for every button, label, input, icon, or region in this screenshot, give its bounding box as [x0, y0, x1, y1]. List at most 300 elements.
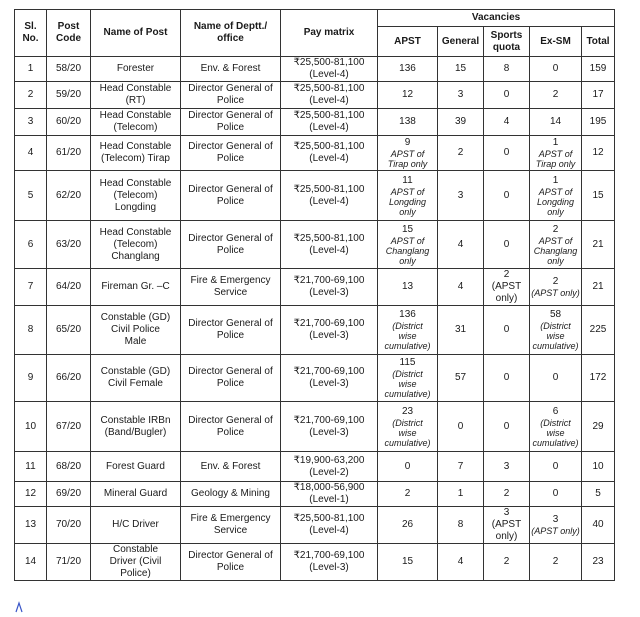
post-name-cell: [91, 402, 181, 452]
ex-sm-note: Tirap only: [535, 159, 576, 169]
sl-no: 11: [25, 460, 36, 472]
pay-matrix-cell: [281, 402, 378, 452]
apst-note: wise: [398, 427, 417, 438]
total-value: 40: [592, 519, 604, 530]
pay-matrix-cell: [281, 355, 378, 402]
apst-value: 136: [399, 63, 416, 74]
department-cell: [181, 507, 281, 544]
general-cell: [438, 109, 484, 136]
department-line: Police: [216, 153, 245, 164]
general-value: 57: [454, 372, 467, 383]
pay-matrix-line: ₹25,500-81,100: [293, 513, 365, 524]
post-name-line: Driver (Civil: [109, 556, 162, 567]
sports-quota-cell: [484, 109, 530, 136]
post-name-line: Forest Guard: [106, 460, 165, 472]
pay-matrix-line: ₹25,500-81,100: [293, 183, 365, 195]
sl-cell: [15, 221, 47, 269]
post-name-line: (Telecom) Tirap: [101, 153, 170, 164]
post-name-line: Civil Female: [107, 378, 163, 389]
sl-no: 13: [24, 519, 37, 530]
post-code: 58/20: [55, 63, 82, 74]
department-cell: [181, 221, 281, 269]
ex-sm-note: Longding: [536, 196, 575, 207]
post-name-line: Head Constable: [99, 83, 172, 94]
general-cell: [438, 452, 484, 482]
ex-sm-note: cumulative): [532, 437, 579, 448]
vacancy-table-body: [15, 57, 615, 581]
post-name-line: Changlang: [111, 250, 160, 262]
pay-matrix-line: ₹21,700-69,100: [293, 275, 365, 286]
post-name-cell: [91, 109, 181, 136]
sports-quota-value: 2: [503, 488, 510, 499]
sl-no: 12: [24, 488, 37, 499]
ex-sm-note: (District wise: [540, 417, 571, 438]
general-cell: [438, 57, 484, 82]
pay-matrix-cell: [281, 452, 378, 482]
pay-matrix-line: (Level-4): [309, 122, 349, 133]
post-name-cell: [91, 57, 181, 82]
post-name-line: (RT): [125, 95, 146, 106]
general-value: 3: [457, 89, 464, 100]
post-code: 59/20: [55, 89, 82, 100]
total-value: 29: [592, 420, 604, 432]
apst-cell: [378, 306, 438, 355]
table-row: [15, 544, 615, 581]
sl-cell: [15, 544, 47, 581]
pay-matrix-line: ₹21,700-69,100: [293, 550, 365, 561]
post-code-cell: [47, 171, 91, 221]
sl-no: 7: [27, 281, 34, 292]
table-row: [15, 109, 615, 136]
sl-cell: [15, 482, 47, 507]
ex-sm-note: (District wise: [540, 321, 571, 341]
pay-matrix-line: (Level-4): [309, 244, 349, 256]
general-cell: [438, 355, 484, 402]
department-cell: [181, 57, 281, 82]
post-name-line: Head Constable: [99, 141, 172, 152]
apst-value: 11: [402, 174, 413, 186]
apst-value: 12: [401, 89, 414, 100]
general-value: 1: [457, 488, 464, 499]
general-cell: [438, 82, 484, 109]
apst-value: 15: [401, 556, 414, 567]
department-line: Police: [216, 195, 245, 207]
general-value: 7: [457, 460, 464, 472]
department-line: Director General of: [188, 318, 273, 329]
ex-sm-cell: [530, 544, 582, 581]
post-name-line: Fireman Gr. –C: [101, 281, 170, 292]
sports-quota-note: (APST: [491, 519, 522, 530]
department-line: Police: [216, 426, 245, 438]
department-cell: [181, 82, 281, 109]
pay-matrix-line: ₹21,700-69,100: [293, 318, 365, 329]
sports-quota-cell: [484, 82, 530, 109]
total-value: 15: [592, 189, 604, 201]
table-row: [15, 221, 615, 269]
ex-sm-cell: [530, 306, 582, 355]
apst-cell: [378, 482, 438, 507]
ex-sm-value: 0: [552, 372, 559, 383]
apst-note: wise: [398, 331, 417, 341]
post-name-line: Longding: [114, 201, 157, 213]
general-cell: [438, 221, 484, 269]
vacancy-table: [14, 9, 615, 581]
table-row: [15, 402, 615, 452]
table-row: [15, 171, 615, 221]
sports-quota-value: 3: [503, 460, 510, 472]
department-line: Env. & Forest: [200, 63, 261, 74]
sports-quota-value: 0: [503, 372, 510, 383]
department-line: Police: [216, 244, 245, 256]
ex-sm-cell: [530, 507, 582, 544]
general-cell: [438, 544, 484, 581]
pay-matrix-line: (Level-3): [309, 562, 349, 573]
apst-value: 138: [399, 116, 416, 127]
ex-sm-value: 14: [549, 116, 562, 127]
total-cell: [582, 452, 615, 482]
department-cell: [181, 136, 281, 171]
pay-matrix-line: ₹18,000-56,900: [293, 482, 365, 493]
sl-cell: [15, 82, 47, 109]
post-name-cell: [91, 355, 181, 402]
total-cell: [582, 306, 615, 355]
pay-matrix-cell: [281, 221, 378, 269]
department-line: Police: [216, 95, 245, 106]
pay-matrix-cell: [281, 269, 378, 306]
sl-cell: [15, 136, 47, 171]
ex-sm-note: APST of: [538, 235, 573, 246]
ex-sm-note: APST of: [538, 186, 573, 197]
pay-matrix-line: (Level-1): [309, 494, 349, 505]
table-row: [15, 306, 615, 355]
pay-matrix-cell: [281, 57, 378, 82]
department-line: Env. & Forest: [200, 460, 261, 472]
ex-sm-cell: [530, 82, 582, 109]
table-row: [15, 355, 615, 402]
department-line: Director General of: [188, 110, 273, 121]
pay-matrix-line: (Level-3): [309, 426, 349, 438]
post-code-cell: [47, 109, 91, 136]
post-code: 63/20: [55, 238, 82, 250]
general-value: 39: [454, 116, 467, 127]
ex-sm-note: only: [547, 255, 564, 266]
total-value: 195: [589, 116, 607, 127]
post-code: 62/20: [55, 189, 82, 201]
pay-matrix-cell: [281, 82, 378, 109]
post-code-cell: [47, 82, 91, 109]
pay-matrix-cell: [281, 507, 378, 544]
pay-matrix-line: (Level-4): [309, 153, 349, 164]
ex-sm-cell: [530, 355, 582, 402]
sports-quota-value: 0: [503, 147, 510, 158]
sports-quota-value: 4: [503, 116, 510, 127]
post-name-cell: [91, 171, 181, 221]
total-value: 21: [592, 281, 604, 292]
apst-cell: [378, 57, 438, 82]
total-cell: [582, 109, 615, 136]
table-row: [15, 452, 615, 482]
ex-sm-value: 2: [552, 556, 559, 567]
header-pay-matrix: Pay matrix: [281, 10, 378, 57]
department-cell: [181, 355, 281, 402]
department-cell: [181, 306, 281, 355]
ex-sm-cell: [530, 171, 582, 221]
sports-quota-cell: [484, 482, 530, 507]
sl-no: 2: [27, 89, 34, 100]
department-line: Service: [213, 525, 248, 536]
post-name-line: Mineral Guard: [103, 488, 168, 499]
department-line: Director General of: [188, 141, 273, 152]
post-name-line: Forester: [116, 63, 155, 74]
ex-sm-value: 0: [552, 63, 559, 74]
apst-note: cumulative): [384, 437, 431, 448]
department-cell: [181, 452, 281, 482]
ex-sm-value: 2: [552, 89, 559, 100]
apst-note: APST of: [390, 235, 425, 246]
sl-cell: [15, 269, 47, 306]
total-value: 159: [589, 63, 607, 74]
apst-cell: [378, 452, 438, 482]
post-code: 65/20: [55, 324, 82, 335]
total-value: 23: [592, 556, 604, 567]
apst-note: Longding: [388, 196, 427, 207]
apst-note: Tirap only: [387, 159, 428, 169]
post-name-line: (Band/Bugler): [104, 426, 167, 438]
apst-cell: [378, 171, 438, 221]
ex-sm-note: (APST only): [531, 526, 580, 536]
header-ex-sm: Ex-SM: [530, 27, 582, 57]
sports-quota-value: 3: [503, 507, 510, 518]
department-line: Director General of: [188, 83, 273, 94]
general-value: 4: [457, 238, 464, 250]
sports-quota-value: 2: [503, 269, 510, 280]
post-name-cell: [91, 136, 181, 171]
post-code: 71/20: [55, 556, 82, 567]
department-line: Fire & Emergency: [190, 275, 271, 286]
apst-cell: [378, 136, 438, 171]
apst-note: cumulative): [384, 389, 431, 399]
sl-no: 10: [24, 420, 37, 432]
department-cell: [181, 544, 281, 581]
ex-sm-value: 1: [552, 137, 559, 148]
apst-cell: [378, 544, 438, 581]
post-code-cell: [47, 136, 91, 171]
sl-cell: [15, 452, 47, 482]
ex-sm-value: 3: [552, 514, 559, 525]
post-code-cell: [47, 355, 91, 402]
post-code-cell: [47, 306, 91, 355]
sl-cell: [15, 402, 47, 452]
total-cell: [582, 507, 615, 544]
ex-sm-cell: [530, 269, 582, 306]
sl-cell: [15, 507, 47, 544]
pay-matrix-line: (Level-3): [309, 378, 349, 389]
sports-quota-value: 0: [503, 189, 510, 201]
post-code: 60/20: [55, 116, 82, 127]
header-post-code: Post Code: [47, 10, 91, 57]
post-code: 69/20: [55, 488, 82, 499]
total-cell: [582, 57, 615, 82]
pay-matrix-line: ₹19,900-63,200: [293, 454, 365, 466]
pay-matrix-line: (Level-4): [309, 525, 349, 536]
post-name-line: Head Constable: [99, 226, 172, 238]
sports-quota-value: 8: [503, 63, 510, 74]
table-row: [15, 269, 615, 306]
apst-note: only: [399, 255, 416, 266]
sl-no: 6: [27, 238, 34, 250]
department-cell: [181, 482, 281, 507]
post-code-cell: [47, 544, 91, 581]
table-row: [15, 82, 615, 109]
sl-no: 3: [27, 116, 34, 127]
post-code-cell: [47, 221, 91, 269]
post-name-line: (Telecom): [113, 189, 158, 201]
pay-matrix-cell: [281, 482, 378, 507]
post-name-line: (Telecom): [113, 238, 158, 250]
sports-quota-cell: [484, 355, 530, 402]
post-name-cell: [91, 452, 181, 482]
department-line: Director General of: [188, 550, 273, 561]
department-line: Police: [216, 122, 245, 133]
sl-cell: [15, 57, 47, 82]
total-cell: [582, 136, 615, 171]
pay-matrix-line: (Level-4): [309, 69, 349, 80]
general-value: 4: [457, 556, 464, 567]
apst-note: (District: [392, 417, 423, 428]
header-name-of-post: Name of Post: [91, 10, 181, 57]
total-cell: [582, 402, 615, 452]
apst-value: 136: [399, 309, 416, 320]
general-cell: [438, 306, 484, 355]
department-line: Geology & Mining: [191, 488, 270, 499]
apst-cell: [378, 355, 438, 402]
general-value: 3: [457, 189, 464, 201]
post-name-line: Constable: [112, 544, 159, 555]
department-line: Service: [213, 287, 248, 298]
department-line: Director General of: [188, 183, 273, 195]
pay-matrix-cell: [281, 136, 378, 171]
apst-value: 9: [404, 137, 411, 148]
sports-quota-cell: [484, 544, 530, 581]
post-name-cell: [91, 306, 181, 355]
ex-sm-value: 2: [552, 276, 559, 287]
pay-matrix-line: (Level-3): [309, 330, 349, 341]
pen-mark-icon: [14, 600, 24, 614]
ex-sm-value: 58: [549, 309, 562, 320]
table-row: [15, 57, 615, 82]
post-code-cell: [47, 482, 91, 507]
ex-sm-value: 1: [552, 174, 559, 186]
total-cell: [582, 355, 615, 402]
department-line: Police: [216, 330, 245, 341]
sports-quota-cell: [484, 507, 530, 544]
sl-no: 5: [27, 189, 34, 201]
post-name-line: Civil Police: [111, 324, 160, 335]
post-code-cell: [47, 452, 91, 482]
header-apst: APST: [378, 27, 438, 57]
total-cell: [582, 269, 615, 306]
apst-note: APST of: [390, 149, 425, 159]
table-row: [15, 507, 615, 544]
sports-quota-cell: [484, 452, 530, 482]
pay-matrix-line: ₹21,700-69,100: [293, 414, 365, 426]
post-name-line: Male: [124, 336, 147, 347]
sports-quota-cell: [484, 306, 530, 355]
apst-note: only: [399, 206, 416, 217]
total-cell: [582, 221, 615, 269]
total-value: 225: [589, 324, 607, 335]
post-code-cell: [47, 402, 91, 452]
department-cell: [181, 269, 281, 306]
header-vacancies: Vacancies: [378, 10, 615, 27]
general-value: 0: [457, 420, 464, 432]
sports-quota-value: 0: [503, 238, 510, 250]
sl-cell: [15, 109, 47, 136]
ex-sm-value: 0: [552, 460, 559, 472]
total-cell: [582, 82, 615, 109]
sports-quota-cell: [484, 57, 530, 82]
ex-sm-note: cumulative): [532, 341, 579, 351]
apst-cell: [378, 402, 438, 452]
ex-sm-cell: [530, 482, 582, 507]
apst-note: Changlang: [385, 245, 430, 256]
post-name-line: Constable (GD): [100, 312, 171, 323]
total-cell: [582, 544, 615, 581]
total-value: 12: [592, 147, 604, 158]
sports-quota-cell: [484, 221, 530, 269]
department-line: Police: [216, 378, 245, 389]
ex-sm-note: (APST only): [531, 288, 580, 298]
pay-matrix-line: ₹25,500-81,100: [293, 232, 365, 244]
post-code-cell: [47, 57, 91, 82]
department-line: Director General of: [188, 414, 273, 426]
sports-quota-cell: [484, 171, 530, 221]
sports-quota-cell: [484, 136, 530, 171]
general-cell: [438, 136, 484, 171]
ex-sm-cell: [530, 57, 582, 82]
pay-matrix-line: ₹25,500-81,100: [293, 57, 365, 68]
total-cell: [582, 482, 615, 507]
post-name-cell: [91, 82, 181, 109]
ex-sm-cell: [530, 452, 582, 482]
apst-value: 115: [399, 357, 416, 368]
post-name-cell: [91, 482, 181, 507]
post-name-line: Constable IRBn: [100, 414, 171, 426]
post-code: 68/20: [55, 460, 82, 472]
ex-sm-note: only: [547, 206, 564, 217]
pay-matrix-line: (Level-2): [309, 466, 349, 478]
pay-matrix-cell: [281, 109, 378, 136]
pay-matrix-cell: [281, 306, 378, 355]
post-name-line: Police): [120, 568, 151, 579]
ex-sm-value: 0: [552, 488, 559, 499]
apst-value: 2: [404, 488, 411, 499]
total-value: 17: [592, 89, 604, 100]
post-code: 67/20: [55, 420, 82, 432]
general-cell: [438, 482, 484, 507]
apst-cell: [378, 221, 438, 269]
apst-cell: [378, 269, 438, 306]
sl-cell: [15, 355, 47, 402]
apst-note: APST of: [390, 186, 425, 197]
sl-cell: [15, 171, 47, 221]
post-code: 64/20: [55, 281, 82, 292]
pay-matrix-cell: [281, 171, 378, 221]
sports-quota-value: 0: [503, 324, 510, 335]
pay-matrix-line: (Level-4): [309, 95, 349, 106]
pay-matrix-line: ₹25,500-81,100: [293, 141, 365, 152]
apst-note: wise: [398, 379, 417, 389]
